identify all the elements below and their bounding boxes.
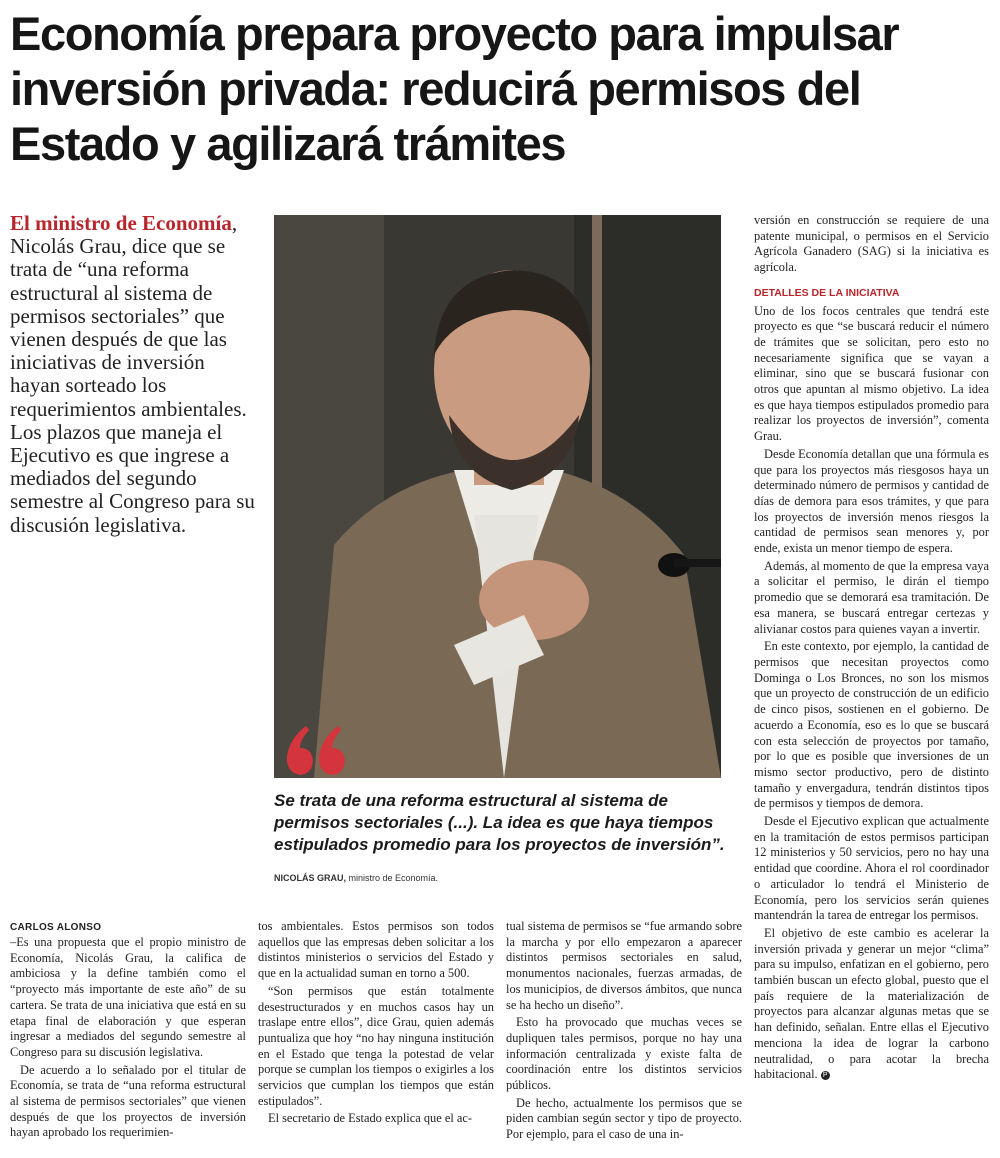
byline: CARLOS ALONSO	[10, 922, 102, 933]
paragraph-text: El objetivo de este cambio es acelerar la inversión privada y generar un mejor “clima” para su impulso, enfatizan en el gobierno, pero también buscan un efecto global, puesto que el país requiere de la materialización de proyectos para alcanzar algunas metas que se han definido, señalan. Entre ellas el Ejecutivo menciona la idea de lograr la carbono neutralidad, o para acotar la brecha habitacional.	[754, 925, 989, 1082]
paragraph: versión en construcción se requiere de una patente municipal, o permisos en el Servicio Agrícola Ganadero (SAG) si la iniciativa es agrícola.	[754, 213, 989, 275]
paragraph: Además, al momento de que la empresa vaya a solicitar el permiso, le dirán el tiempo promedio que se demorará esa tramitación. De esa manera, se buscará entregar certezas y alivianar costos para quienes vayan a invertir.	[754, 558, 989, 636]
photo-illustration	[274, 215, 721, 778]
paragraph: Uno de los focos centrales que tendrá este proyecto es que “se buscará reducir el número de trámites que se solicitan, pero esto no necesariamente significa que se vayan a eliminar, sino que se buscará fusionar con otros que apuntan al mismo objetivo. La idea es que haya tiempos estipulados promedio para realizar los proyectos de inversión”, comenta Grau.	[754, 303, 989, 444]
article-column-1	[10, 935, 246, 1143]
quote-mark-icon	[284, 718, 354, 778]
paragraph	[754, 926, 989, 1083]
paragraph: Esto ha provocado que muchas veces se dupliquen tales permisos, porque no hay una información centralizada y existe falta de coordinación entre los distintos servicios públicos.	[506, 1015, 742, 1093]
article-column-2	[258, 919, 494, 1129]
paragraph: De hecho, actualmente los permisos que se piden cambian según sector y tipo de proyecto. Por ejemplo, para el caso de una in-	[506, 1095, 742, 1142]
paragraph: –Es una propuesta que el propio ministro de Economía, Nicolás Grau, la califica de ambiciosa y la define también como el “proyecto más importante de este año” de su cartera. Se trata de una iniciativa que está en su etapa final de elaboración y que esperan ingresar a mediados del segundo semestre al Congreso para su discusión legislativa.	[10, 935, 246, 1059]
paragraph: En este contexto, por ejemplo, la cantidad de permisos que necesitan proyectos como Dominga o Los Bronces, no son los mismos que un proyecto de construcción de un edificio de cinco pisos, sostienen en el gobierno. De acuerdo a Economía, eso es lo que se buscará con esta selección de proyectos por tamaño, por lo que es posible que inversiones de un mismo sector productivo, pero de distinto tamaño y envergadura, tendrán distintos tipos de permisos y tiempos de demora.	[754, 639, 989, 811]
article-column-3	[506, 919, 742, 1145]
subheading: DETALLES DE LA INICIATIVA	[754, 286, 900, 299]
paragraph: tos ambientales. Estos permisos son todos aquellos que las empresas deben solicitar a los distintos ministerios o servicios del Estado y que en la actualidad suman en torno a 500.	[258, 919, 494, 981]
pull-quote-credit	[274, 873, 734, 883]
headline: Economía prepara proyecto para impulsar inversión privada: reducirá permisos del Estado y agilizará trámites	[10, 7, 899, 170]
lede	[10, 212, 260, 537]
credit-name: NICOLÁS GRAU,	[274, 873, 346, 883]
article-column-4	[754, 213, 989, 1085]
credit-role: ministro de Economía.	[346, 873, 439, 883]
paragraph: De acuerdo a lo señalado por el titular de Economía, se trata de “una reforma estructural al sistema de permisos sectoriales” que vienen después de que los proyectos de inversión hayan aprobado los requerimien-	[10, 1062, 246, 1140]
paragraph: Desde Economía detallan que una fórmula es que para los proyectos más riesgosos haya un determinado número de permisos y cantidad de días de demora para esos trámites, y que para los proyectos de inversión menos riesgos la cantidad de permisos sean menores y, por ende, exista un menor tiempo de espera.	[754, 446, 989, 556]
minister-photo	[274, 215, 721, 778]
pull-quote: Se trata de una reforma estructural al sistema de permisos sectoriales (...). La idea es que haya tiempos estipulados promedio para los proyectos de inversión”.	[274, 791, 725, 854]
paragraph: El secretario de Estado explica que el ac-	[268, 1111, 472, 1126]
paragraph: “Son permisos que están totalmente desestructurados y en muchos casos hay un traslape entre ellos”, dice Grau, quien además puntualiza que hoy “no hay ninguna institución en el Estado que tenga la potestad de velar porque se cumplan los tiempos o exigirles a los servicios que cumplan los tiempos que están estipulados”.	[258, 983, 494, 1108]
paragraph: Desde el Ejecutivo explican que actualmente en la tramitación de estos permisos participan 12 ministerios y 50 servicios, pero no hay una entidad que coordine. Ahora el rol coordinador o articulador lo tendrá el Ministerio de Economía, pero los servicios serán quienes mantendrán la tarea de entregar los permisos.	[754, 814, 989, 923]
lede-kicker: El ministro de Economía	[10, 211, 232, 235]
end-mark-icon: P	[821, 1071, 830, 1080]
paragraph: tual sistema de permisos se “fue armando sobre la marcha y por ello empezaron a aparecer distintos permisos sectoriales en salud, monumentos nacionales, fuerzas armadas, de los municipios, de diversos ámbitos, que nunca se ha hecho un diseño”.	[506, 919, 742, 1012]
lede-text: , Nicolás Grau, dice que se trata de “una reforma estructural al sistema de permisos sectoriales” que vienen después de que las iniciativas de inversión hayan sorteado los requerimientos ambientales. Los plazos que maneja el Ejecutivo es que ingrese a mediados del segundo semestre al Congreso para su discusión legislativa.	[10, 211, 255, 537]
